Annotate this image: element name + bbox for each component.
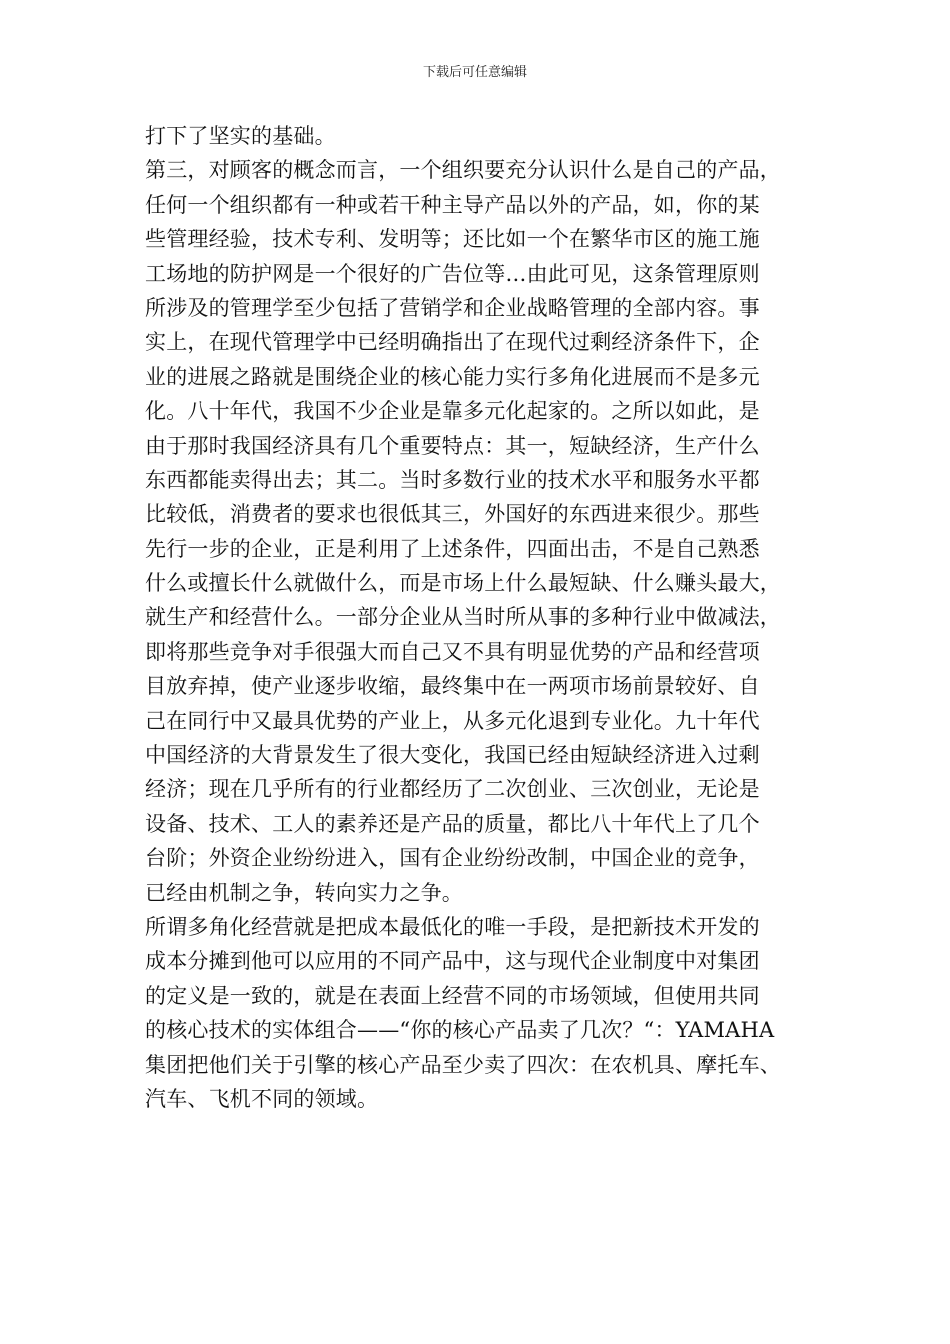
text-line: 任何一个组织都有一种或若干种主导产品以外的产品，如，你的某 bbox=[145, 192, 760, 217]
text-line: 东西都能卖得出去；其二。当时多数行业的技术水平和服务水平都 bbox=[145, 467, 760, 492]
document-body bbox=[145, 119, 825, 1116]
text-line: 所谓多角化经营就是把成本最低化的唯一手段，是把新技术开发的 bbox=[145, 914, 760, 939]
text-line: 就生产和经营什么。一部分企业从当时所从事的多种行业中做减法， bbox=[145, 605, 781, 630]
text-line: 先行一步的企业，正是利用了上述条件，四面出击，不是自己熟悉 bbox=[145, 536, 760, 561]
text-line: 即将那些竞争对手很强大而自己又不具有明显优势的产品和经营项 bbox=[145, 639, 760, 664]
text-line: 由于那时我国经济具有几个重要特点：其一，短缺经济，生产什么 bbox=[145, 433, 760, 458]
paragraph bbox=[145, 153, 825, 910]
text-line: 台阶；外资企业纷纷进入，国有企业纷纷改制，中国企业的竞争， bbox=[145, 846, 760, 871]
text-line: 工场地的防护网是一个很好的广告位等…由此可见，这条管理原则 bbox=[145, 261, 760, 286]
text-line: 些管理经验，技术专利、发明等；还比如一个在繁华市区的施工施 bbox=[145, 227, 760, 252]
text-line: 比较低，消费者的要求也很低其三，外国好的东西进来很少。那些 bbox=[145, 502, 760, 527]
text-line: 汽车、飞机不同的领域。 bbox=[145, 1086, 379, 1111]
paragraph bbox=[145, 910, 825, 1116]
text-line: 所涉及的管理学至少包括了营销学和企业战略管理的全部内容。事 bbox=[145, 295, 760, 320]
text-line: 设备、技术、工人的素养还是产品的质量，都比八十年代上了几个 bbox=[145, 811, 760, 836]
text-line: 成本分摊到他可以应用的不同产品中，这与现代企业制度中对集团 bbox=[145, 949, 760, 974]
text-line: 已经由机制之争，转向实力之争。 bbox=[145, 880, 463, 905]
text-line: 目放弃掉，使产业逐步收缩，最终集中在一两项市场前景较好、自 bbox=[145, 674, 760, 699]
text-line: 第三，对顾客的概念而言，一个组织要充分认识什么是自己的产品， bbox=[145, 158, 781, 183]
text-line: 己在同行中又最具优势的产业上，从多元化退到专业化。九十年代 bbox=[145, 708, 760, 733]
text-line: 中国经济的大背景发生了很大变化，我国已经由短缺经济进入过剩 bbox=[145, 743, 760, 768]
text-line: 的定义是一致的，就是在表面上经营不同的市场领域，但使用共同 bbox=[145, 983, 760, 1008]
text-line: 集团把他们关于引擎的核心产品至少卖了四次：在农机具、摩托车、 bbox=[145, 1052, 781, 1077]
text-line: 什么或擅长什么就做什么，而是市场上什么最短缺、什么赚头最大， bbox=[145, 571, 781, 596]
text-line: 实上，在现代管理学中已经明确指出了在现代过剩经济条件下，企 bbox=[145, 330, 760, 355]
text-line: 的核心技术的实体组合——“你的核心产品卖了几次？“：YAMAHA bbox=[145, 1018, 775, 1043]
page-header: 下载后可任意编辑 bbox=[422, 65, 527, 80]
text-line: 化。八十年代，我国不少企业是靠多元化起家的。之所以如此，是 bbox=[145, 399, 760, 424]
text-line: 经济；现在几乎所有的行业都经历了二次创业、三次创业，无论是 bbox=[145, 777, 760, 802]
paragraph bbox=[145, 119, 825, 153]
text-line: 业的进展之路就是围绕企业的核心能力实行多角化进展而不是多元 bbox=[145, 364, 760, 389]
text-line: 打下了坚实的基础。 bbox=[145, 124, 336, 148]
